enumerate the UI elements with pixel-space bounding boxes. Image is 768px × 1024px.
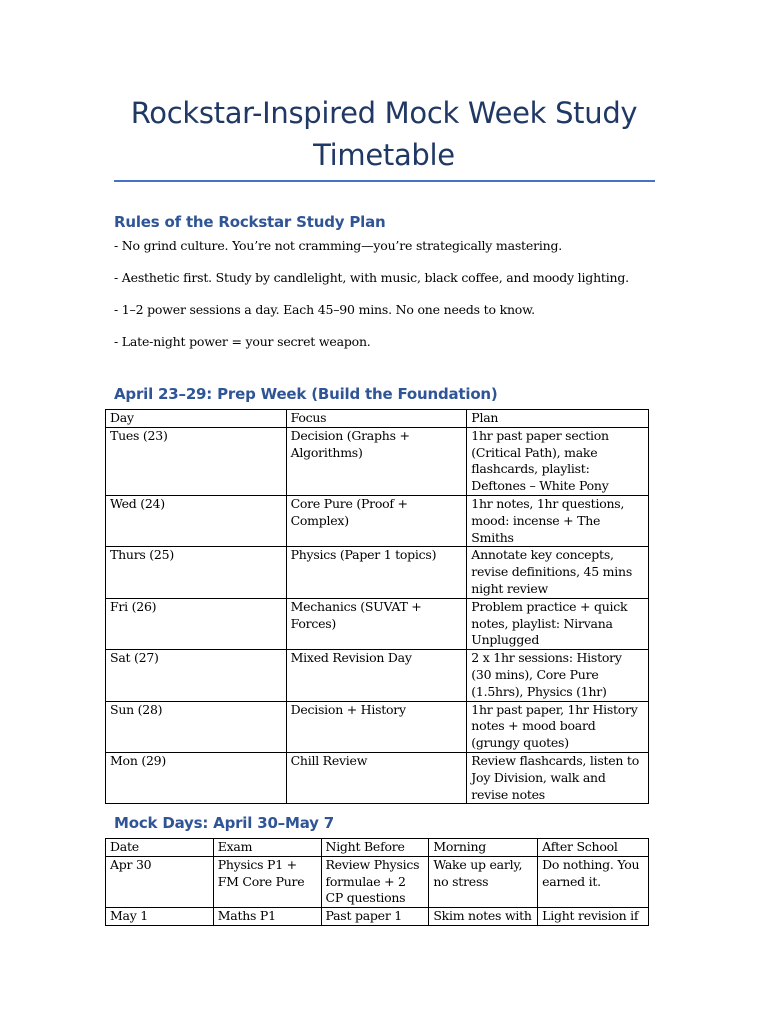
column-header-exam: Exam	[213, 839, 321, 857]
table-cell: Problem practice + quick notes, playlist: Nirvana Unplugged	[467, 598, 649, 649]
table-cell: Thurs (25)	[106, 547, 287, 598]
rules-heading: Rules of the Rockstar Study Plan	[114, 213, 386, 231]
table-cell: Review flashcards, listen to Joy Division, walk and revise notes	[467, 752, 649, 803]
table-header-row	[106, 839, 649, 857]
table-row	[106, 908, 649, 926]
table-row	[106, 598, 649, 649]
table-cell: Mechanics (SUVAT + Forces)	[286, 598, 467, 649]
rule-item: - No grind culture. You’re not cramming—you’re strategically mastering.	[114, 238, 563, 253]
mock-days-table	[105, 838, 649, 926]
table-cell: Physics P1 + FM Core Pure	[213, 856, 321, 907]
column-header-day: Day	[106, 410, 287, 428]
table-cell: Tues (23)	[106, 427, 287, 495]
column-header-after-school: After School	[538, 839, 649, 857]
table-cell: Physics (Paper 1 topics)	[286, 547, 467, 598]
table-cell: Decision (Graphs + Algorithms)	[286, 427, 467, 495]
table-header-row	[106, 410, 649, 428]
prep-week-heading: April 23–29: Prep Week (Build the Foundation)	[114, 385, 498, 403]
table-cell: Do nothing. You earned it.	[538, 856, 649, 907]
table-cell: 1hr past paper, 1hr History notes + mood board (grungy quotes)	[467, 701, 649, 752]
table-row	[106, 856, 649, 907]
table-cell: Wake up early, no stress	[429, 856, 538, 907]
column-header-focus: Focus	[286, 410, 467, 428]
table-cell: 1hr past paper section (Critical Path), make flashcards, playlist: Deftones – White Pony	[467, 427, 649, 495]
table-row	[106, 752, 649, 803]
table-cell: 1hr notes, 1hr questions, mood: incense + The Smiths	[467, 495, 649, 546]
table-cell: Mon (29)	[106, 752, 287, 803]
table-cell: Review Physics formulae + 2 CP questions	[321, 856, 429, 907]
table-row	[106, 650, 649, 701]
rule-item: - 1–2 power sessions a day. Each 45–90 mins. No one needs to know.	[114, 302, 535, 317]
table-row	[106, 427, 649, 495]
table-cell: 2 x 1hr sessions: History (30 mins), Core Pure (1.5hrs), Physics (1hr)	[467, 650, 649, 701]
column-header-night-before: Night Before	[321, 839, 429, 857]
table-row	[106, 547, 649, 598]
table-cell: Sun (28)	[106, 701, 287, 752]
table-cell: May 1	[106, 908, 214, 926]
table-row	[106, 495, 649, 546]
column-header-plan: Plan	[467, 410, 649, 428]
table-cell: Apr 30	[106, 856, 214, 907]
table-cell: Past paper 1	[321, 908, 429, 926]
table-cell: Sat (27)	[106, 650, 287, 701]
column-header-morning: Morning	[429, 839, 538, 857]
table-cell: Light revision if	[538, 908, 649, 926]
table-cell: Mixed Revision Day	[286, 650, 467, 701]
table-cell: Maths P1	[213, 908, 321, 926]
table-cell: Annotate key concepts, revise definitions, 45 mins night review	[467, 547, 649, 598]
table-cell: Fri (26)	[106, 598, 287, 649]
rule-item: - Aesthetic first. Study by candlelight, with music, black coffee, and moody lighting.	[114, 270, 629, 285]
rule-item: - Late-night power = your secret weapon.	[114, 334, 371, 349]
table-cell: Wed (24)	[106, 495, 287, 546]
title-underline	[114, 180, 655, 182]
table-cell: Chill Review	[286, 752, 467, 803]
document-title: Rockstar-Inspired Mock Week Study Timetable	[130, 96, 638, 172]
column-header-date: Date	[106, 839, 214, 857]
table-cell: Skim notes with	[429, 908, 538, 926]
mock-days-heading: Mock Days: April 30–May 7	[114, 814, 335, 832]
prep-week-table	[105, 409, 649, 804]
table-cell: Core Pure (Proof + Complex)	[286, 495, 467, 546]
table-row	[106, 701, 649, 752]
table-cell: Decision + History	[286, 701, 467, 752]
